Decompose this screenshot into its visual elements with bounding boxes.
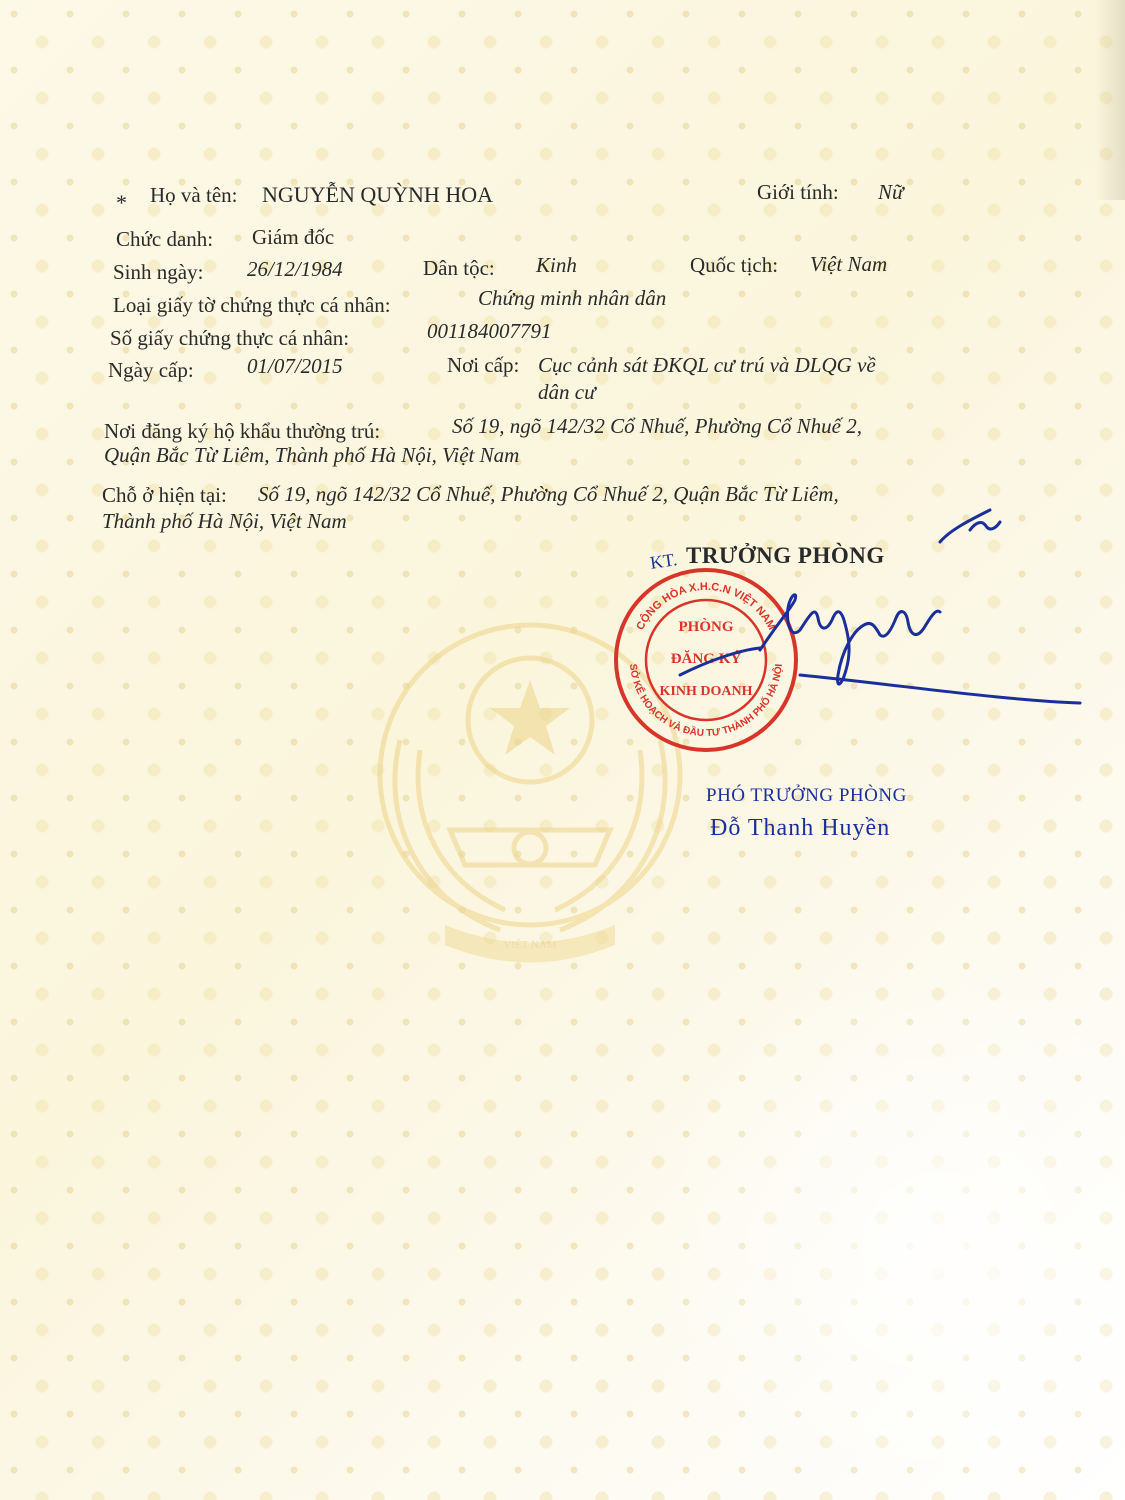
- light-glare: [640, 950, 1125, 1500]
- signer-name: Đỗ Thanh Huyền: [710, 815, 891, 841]
- id-type-value: Chứng minh nhân dân: [478, 286, 667, 310]
- seal-ring-top-text: CỘNG HÒA X.H.C.N VIỆT NAM: [634, 580, 778, 633]
- head-title: TRƯỞNG PHÒNG: [686, 543, 885, 568]
- id-number-label: Số giấy chứng thực cá nhân:: [110, 326, 350, 350]
- seal-ring-bottom-text: SỞ KẾ HOẠCH VÀ ĐẦU TƯ THÀNH PHỐ HÀ NỘI: [627, 663, 785, 740]
- issue-date-label: Ngày cấp:: [108, 358, 194, 382]
- deputy-title: PHÓ TRƯỞNG PHÒNG: [706, 785, 907, 806]
- page-edge-shadow: [1095, 0, 1125, 200]
- emblem-ribbon-text: VIỆT NAM: [503, 939, 557, 951]
- seal-center-line1: PHÒNG: [678, 619, 734, 635]
- bullet-star: *: [116, 190, 127, 215]
- issue-place-line2: dân cư: [538, 380, 596, 404]
- issue-date-value: 01/07/2015: [247, 354, 343, 378]
- dob-label: Sinh ngày:: [113, 260, 204, 284]
- seal-center-line3: KINH DOANH: [659, 684, 753, 699]
- current-address-label: Chỗ ở hiện tại:: [102, 483, 227, 507]
- nationality-label: Quốc tịch:: [690, 253, 779, 277]
- gender-value: Nữ: [878, 180, 904, 204]
- current-address-line2: Thành phố Hà Nội, Việt Nam: [102, 509, 347, 533]
- ethnic-label: Dân tộc:: [423, 256, 495, 280]
- id-number-value: 001184007791: [427, 319, 552, 343]
- current-address-line1: Số 19, ngõ 142/32 Cổ Nhuế, Phường Cổ Nhuế 2, Quận Bắc Từ Liêm,: [258, 482, 839, 506]
- gender-label: Giới tính:: [757, 180, 839, 204]
- seal-center-line2: ĐĂNG KÝ: [670, 651, 742, 667]
- issue-place-label: Nơi cấp:: [447, 353, 520, 377]
- title-value: Giám đốc: [252, 225, 335, 249]
- dob-value: 26/12/1984: [247, 257, 343, 281]
- permanent-address-line2: Quận Bắc Từ Liêm, Thành phố Hà Nội, Việt Nam: [104, 443, 520, 467]
- permanent-address-label: Nơi đăng ký hộ khẩu thường trú:: [104, 419, 381, 443]
- id-type-label: Loại giấy tờ chứng thực cá nhân:: [113, 293, 391, 317]
- nationality-value: Việt Nam: [810, 252, 888, 276]
- handwritten-signature: [640, 500, 1085, 730]
- name-value: NGUYỄN QUỲNH HOA: [262, 182, 493, 207]
- permanent-address-line1: Số 19, ngõ 142/32 Cổ Nhuế, Phường Cổ Nhuế 2,: [452, 414, 862, 438]
- issue-place-line1: Cục cảnh sát ĐKQL cư trú và DLQG về: [538, 353, 876, 377]
- ethnic-value: Kinh: [536, 253, 577, 277]
- name-label: Họ và tên:: [150, 183, 238, 207]
- kt-mark: KT.: [648, 549, 679, 573]
- title-label: Chức danh:: [116, 227, 214, 251]
